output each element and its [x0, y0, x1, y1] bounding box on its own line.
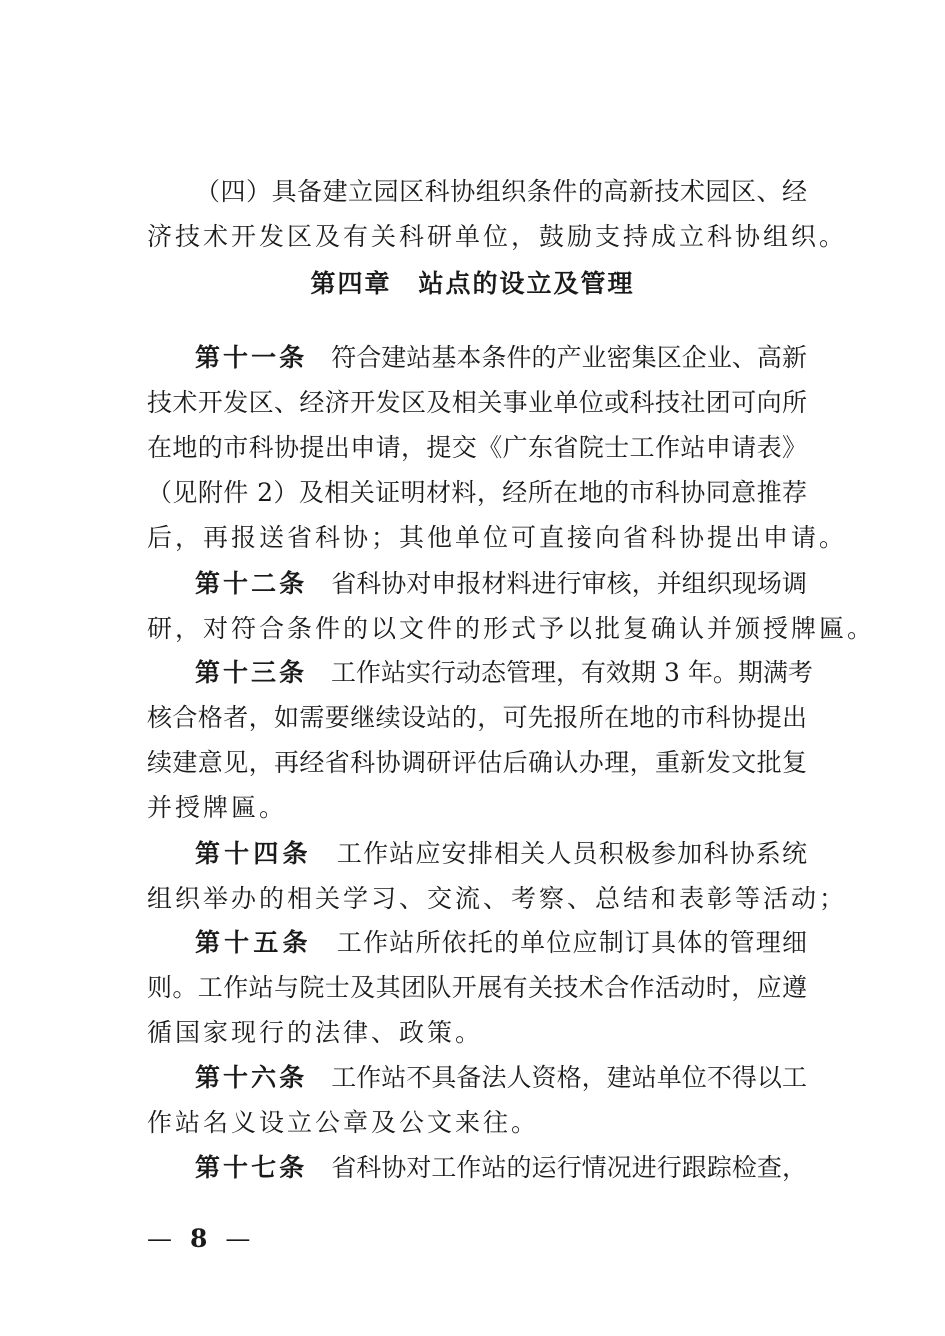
page-footer [147, 1222, 250, 1256]
article-12-line: 研，对符合条件的以文件的形式予以批复确认并颁授牌匾。 [147, 614, 876, 643]
article-11-label: 第十一条 [195, 343, 308, 372]
article-16-line: 作站名义设立公章及公文来往。 [147, 1108, 540, 1137]
article-12-first-line [195, 567, 807, 601]
article-17-first-line [195, 1151, 807, 1185]
article-13-line: 核合格者，如需要继续设站的，可先报所在地的市科协提出 [147, 703, 807, 732]
footer-dash-left: — [147, 1224, 172, 1253]
article-13-label: 第十三条 [195, 658, 308, 687]
article-15-text: 工作站所依托的单位应制订具体的管理细 [335, 928, 807, 957]
article-13-text: 工作站实行动态管理，有效期 3 年。期满考 [331, 658, 813, 687]
article-14-first-line [195, 837, 807, 871]
article-12-text: 省科协对申报材料进行审核，并组织现场调 [331, 569, 807, 598]
article-11-line: 技术开发区、经济开发区及相关事业单位或科技社团可向所 [147, 388, 807, 417]
article-17-label: 第十七条 [195, 1153, 308, 1182]
item-4-line-2: 济技术开发区及有关科研单位，鼓励支持成立科协组织。 [147, 222, 848, 251]
article-11-line: （见附件 2）及相关证明材料，经所在地的市科协同意推荐 [147, 478, 807, 507]
article-12-label: 第十二条 [195, 569, 308, 598]
article-14-label: 第十四条 [195, 839, 312, 868]
article-13-line: 续建意见，再经省科协调研评估后确认办理，重新发文批复 [147, 748, 807, 777]
article-16-first-line [195, 1061, 807, 1095]
chapter-title: 第四章 站点的设立及管理 [310, 269, 635, 298]
article-11-text: 符合建站基本条件的产业密集区企业、高新 [331, 343, 807, 372]
article-14-text: 工作站应安排相关人员积极参加科协系统 [335, 839, 807, 868]
article-17-text: 省科协对工作站的运行情况进行跟踪检查， [331, 1153, 807, 1182]
footer-dash-right: — [225, 1224, 251, 1253]
article-14-line: 组织举办的相关学习、交流、考察、总结和表彰等活动； [147, 884, 848, 913]
article-15-first-line [195, 926, 807, 960]
page-number: 8 [190, 1224, 208, 1253]
item-4-line-1: （四）具备建立园区科协组织条件的高新技术园区、经 [195, 177, 807, 206]
article-16-text: 工作站不具备法人资格，建站单位不得以工 [331, 1063, 807, 1092]
article-11-line: 后，再报送省科协；其他单位可直接向省科协提出申请。 [147, 523, 848, 552]
article-15-line: 循国家现行的法律、政策。 [147, 1018, 484, 1047]
article-13-first-line [195, 656, 813, 690]
article-15-label: 第十五条 [195, 928, 312, 957]
article-16-label: 第十六条 [195, 1063, 308, 1092]
article-11-first-line [195, 341, 807, 375]
article-15-line: 则。工作站与院士及其团队开展有关技术合作活动时，应遵 [147, 973, 807, 1002]
article-11-line: 在地的市科协提出申请，提交《广东省院士工作站申请表》 [147, 433, 807, 462]
article-13-line: 并授牌匾。 [147, 793, 288, 822]
